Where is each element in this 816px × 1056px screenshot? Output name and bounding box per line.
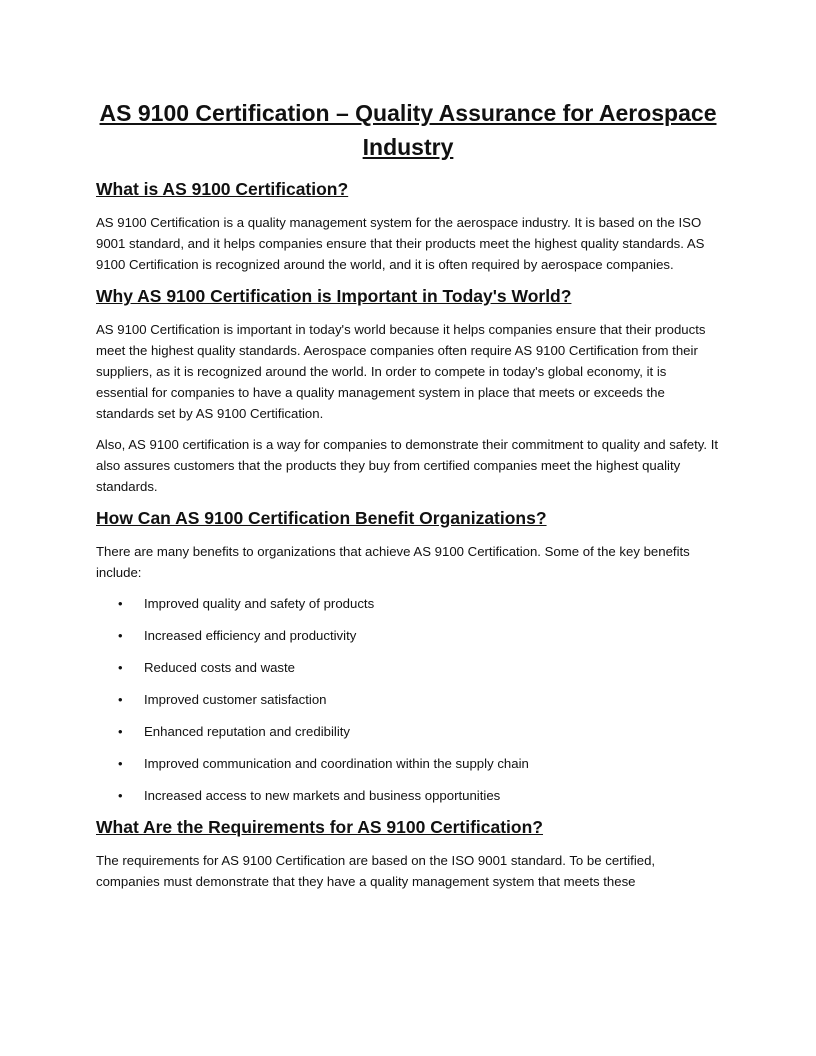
bullet-icon: •	[118, 724, 123, 739]
list-item	[96, 593, 720, 614]
section-heading: What is AS 9100 Certification?	[96, 179, 349, 199]
paragraph: AS 9100 Certification is a quality management system for the aerospace industry. It is based on the ISO 9001 standard, and it helps companies ensure that their products meet the highest quality standards. AS 9100 Certification is recognized around the world, and it is often required by aerospace companies.	[96, 215, 705, 272]
bullet-icon: •	[118, 596, 123, 611]
section-requirements	[96, 816, 720, 892]
list-item-text: Enhanced reputation and credibility	[144, 724, 351, 739]
paragraph: Also, AS 9100 certification is a way for companies to demonstrate their commitment to quality and safety. It also assures customers that the products they buy from certified companies meet the highest quality standards.	[96, 437, 719, 494]
section-heading: How Can AS 9100 Certification Benefit Organizations?	[96, 508, 547, 528]
section-why-important	[96, 285, 720, 497]
bullet-icon: •	[118, 756, 123, 771]
paragraph: AS 9100 Certification is important in today's world because it helps companies ensure that their products meet the highest quality standards. Aerospace companies often require AS 9100 Certification from their suppliers, as it is recognized around the world. In order to compete in today's global economy, it is essential for companies to have a quality management system in place that meets or exceeds the standards set by AS 9100 Certification.	[96, 322, 706, 421]
list-item	[96, 657, 720, 678]
document-page	[96, 96, 720, 902]
list-item-text: Improved quality and safety of products	[144, 596, 375, 611]
list-item	[96, 785, 720, 806]
list-item-text: Increased access to new markets and business opportunities	[144, 788, 501, 803]
list-item-text: Improved customer satisfaction	[144, 692, 327, 707]
section-heading: What Are the Requirements for AS 9100 Certification?	[96, 817, 543, 837]
section-benefits	[96, 507, 720, 806]
section-what-is	[96, 178, 720, 275]
list-item	[96, 625, 720, 646]
bullet-icon: •	[118, 660, 123, 675]
paragraph: There are many benefits to organizations that achieve AS 9100 Certification. Some of the key benefits include:	[96, 544, 690, 580]
document-title: AS 9100 Certification – Quality Assurance for Aerospace Industry	[99, 100, 717, 160]
list-item	[96, 753, 720, 774]
list-item-text: Increased efficiency and productivity	[144, 628, 357, 643]
benefits-list	[96, 593, 720, 806]
list-item-text: Reduced costs and waste	[144, 660, 296, 675]
bullet-icon: •	[118, 788, 123, 803]
bullet-icon: •	[118, 628, 123, 643]
list-item	[96, 721, 720, 742]
bullet-icon: •	[118, 692, 123, 707]
section-heading: Why AS 9100 Certification is Important in Today's World?	[96, 286, 572, 306]
paragraph: The requirements for AS 9100 Certification are based on the ISO 9001 standard. To be certified, companies must demonstrate that they have a quality management system that meets these	[96, 853, 656, 889]
list-item	[96, 689, 720, 710]
list-item-text: Improved communication and coordination within the supply chain	[144, 756, 529, 771]
